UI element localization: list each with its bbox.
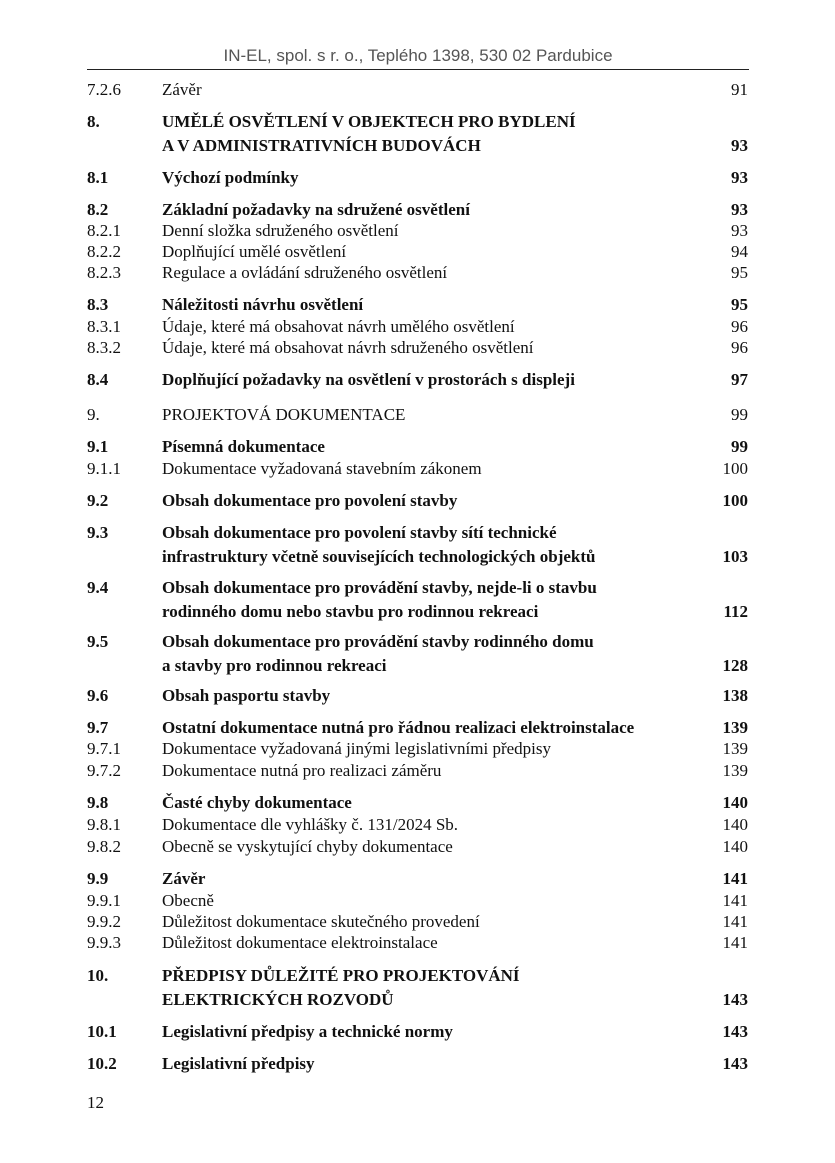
- toc-entry-page: 140: [722, 815, 748, 834]
- toc-entry-number: 9.1.1: [87, 459, 121, 478]
- toc-entry-title: PROJEKTOVÁ DOKUMENTACE: [162, 405, 406, 424]
- toc-entry-page: 93: [731, 200, 748, 219]
- toc-entry-title: Obecně: [162, 891, 214, 910]
- toc-entry-page: 96: [731, 317, 748, 336]
- toc-entry-title: infrastruktury včetně souvisejících technologických objektů: [162, 547, 596, 566]
- toc-entry-page: 139: [722, 761, 748, 780]
- toc-entry-title: Dokumentace vyžadovaná jinými legislativními předpisy: [162, 739, 552, 758]
- toc-entry-title: Doplňující umělé osvětlení: [162, 242, 347, 261]
- toc-entry-title: Dokumentace dle vyhlášky č. 131/2024 Sb.: [162, 815, 459, 834]
- toc-entry-number: 8.2.2: [87, 242, 121, 261]
- toc-entry-page: 140: [722, 837, 748, 856]
- toc-entry-page: 141: [722, 869, 748, 888]
- toc-entry-title: Obsah pasportu stavby: [162, 686, 331, 705]
- toc-entry-title: Údaje, které má obsahovat návrh sdruženého osvětlení: [162, 338, 534, 357]
- toc-entry-number: 10.1: [87, 1022, 117, 1041]
- toc-entry-number: 8.1: [87, 168, 109, 187]
- toc-entry-number: 8.3: [87, 295, 109, 314]
- toc-entry-number: 8.3.1: [87, 317, 121, 336]
- toc-entry-page: 94: [731, 242, 748, 261]
- toc-entry-page: 143: [722, 1022, 748, 1041]
- toc-entry-title: Legislativní předpisy: [162, 1054, 315, 1073]
- toc-entry-title: Denní složka sdruženého osvětlení: [162, 221, 399, 240]
- toc-entry-title: Závěr: [162, 80, 202, 99]
- toc-entry-page: 91: [731, 80, 748, 99]
- toc-entry-title: Náležitosti návrhu osvětlení: [162, 295, 364, 314]
- toc-entry-number: 9.9: [87, 869, 109, 888]
- toc-entry-title: Časté chyby dokumentace: [162, 793, 352, 812]
- toc-entry-title: Doplňující požadavky na osvětlení v prostorách s displeji: [162, 370, 575, 389]
- toc-entry-page: 99: [731, 405, 748, 424]
- toc-entry-number: 9.4: [87, 578, 109, 597]
- toc-entry-page: 139: [722, 739, 748, 758]
- toc-entry-page: 128: [722, 656, 748, 675]
- toc-entry-title: Obecně se vyskytující chyby dokumentace: [162, 837, 453, 856]
- toc-entry-number: 9.: [87, 405, 100, 424]
- toc-entry-page: 99: [731, 437, 748, 456]
- toc-entry-title: Dokumentace vyžadovaná stavebním zákonem: [162, 459, 482, 478]
- page-header: IN-EL, spol. s r. o., Teplého 1398, 530 02 Pardubice: [223, 46, 613, 65]
- toc-entry-page: 100: [722, 459, 748, 478]
- toc-entry-page: 93: [731, 168, 748, 187]
- toc-entry-page: 95: [731, 263, 748, 282]
- toc-entry-title: Obsah dokumentace pro provádění stavby, nejde-li o stavbu: [162, 578, 597, 597]
- toc-entry-page: 97: [731, 370, 748, 389]
- toc-entry-title: Základní požadavky na sdružené osvětlení: [162, 200, 470, 219]
- toc-entry-page: 95: [731, 295, 748, 314]
- toc-entry-number: 9.9.3: [87, 933, 121, 952]
- page-number: 12: [87, 1093, 104, 1112]
- toc-entry-number: 9.5: [87, 632, 109, 651]
- toc-entry-title: Důležitost dokumentace elektroinstalace: [162, 933, 438, 952]
- header-rule: [87, 69, 749, 70]
- toc-entry-number: 10.2: [87, 1054, 117, 1073]
- toc-entry-title: Ostatní dokumentace nutná pro řádnou realizaci elektroinstalace: [162, 718, 635, 737]
- toc-entry-page: 139: [722, 718, 748, 737]
- toc-entry-page: 96: [731, 338, 748, 357]
- toc-entry-number: 8.: [87, 112, 100, 131]
- toc-entry-page: 103: [722, 547, 748, 566]
- toc-entry-number: 8.4: [87, 370, 109, 389]
- toc-entry-title: a stavby pro rodinnou rekreaci: [162, 656, 387, 675]
- toc-entry-title: rodinného domu nebo stavbu pro rodinnou rekreaci: [162, 602, 539, 621]
- toc-entry-number: 9.8.2: [87, 837, 121, 856]
- toc-entry-title: PŘEDPISY DŮLEŽITÉ PRO PROJEKTOVÁNÍ: [162, 966, 520, 985]
- toc-entry-page: 112: [723, 602, 748, 621]
- toc-entry-number: 9.7.2: [87, 761, 121, 780]
- toc-entry-title: Písemná dokumentace: [162, 437, 325, 456]
- toc-entry-number: 9.8.1: [87, 815, 121, 834]
- toc-entry-number: 8.3.2: [87, 338, 121, 357]
- toc-entry-title: Dokumentace nutná pro realizaci záměru: [162, 761, 442, 780]
- toc-entry-title: A V ADMINISTRATIVNÍCH BUDOVÁCH: [162, 136, 481, 155]
- toc-entry-number: 9.1: [87, 437, 109, 456]
- toc-entry-title: Důležitost dokumentace skutečného provedení: [162, 912, 480, 931]
- toc-entry-number: 9.8: [87, 793, 109, 812]
- toc-entry-title: Obsah dokumentace pro povolení stavby: [162, 491, 458, 510]
- toc-entry-title: Legislativní předpisy a technické normy: [162, 1022, 453, 1041]
- toc-entry-title: Výchozí podmínky: [162, 168, 299, 187]
- toc-entry-title: Závěr: [162, 869, 206, 888]
- toc-entry-number: 10.: [87, 966, 109, 985]
- toc-entry-title: Regulace a ovládání sdruženého osvětlení: [162, 263, 448, 282]
- toc-entry-number: 9.2: [87, 491, 109, 510]
- toc-entry-number: 9.7.1: [87, 739, 121, 758]
- toc-entry-number: 9.3: [87, 523, 109, 542]
- toc-entry-number: 8.2.3: [87, 263, 121, 282]
- toc-entry-page: 141: [722, 891, 748, 910]
- toc-entry-number: 9.9.1: [87, 891, 121, 910]
- toc-entry-number: 9.7: [87, 718, 109, 737]
- toc-entry-title: ELEKTRICKÝCH ROZVODŮ: [162, 990, 394, 1009]
- toc-entry-page: 138: [722, 686, 748, 705]
- toc-entry-title: UMĚLÉ OSVĚTLENÍ V OBJEKTECH PRO BYDLENÍ: [162, 112, 576, 131]
- toc-entry-number: 9.6: [87, 686, 109, 705]
- toc-entry-number: 8.2.1: [87, 221, 121, 240]
- toc-entry-page: 93: [731, 221, 748, 240]
- toc-entry-title: Údaje, které má obsahovat návrh umělého osvětlení: [162, 317, 515, 336]
- toc-entry-title: Obsah dokumentace pro provádění stavby rodinného domu: [162, 632, 594, 651]
- toc-entry-page: 93: [731, 136, 748, 155]
- toc-entry-page: 140: [722, 793, 748, 812]
- toc-entry-page: 100: [722, 491, 748, 510]
- toc-entry-number: 8.2: [87, 200, 109, 219]
- toc-entry-title: Obsah dokumentace pro povolení stavby sítí technické: [162, 523, 557, 542]
- toc-entry-page: 141: [722, 912, 748, 931]
- toc-entry-number: 9.9.2: [87, 912, 121, 931]
- toc-entry-page: 143: [722, 990, 748, 1009]
- toc-entry-page: 143: [722, 1054, 748, 1073]
- toc-entry-page: 141: [722, 933, 748, 952]
- toc-entry-number: 7.2.6: [87, 80, 121, 99]
